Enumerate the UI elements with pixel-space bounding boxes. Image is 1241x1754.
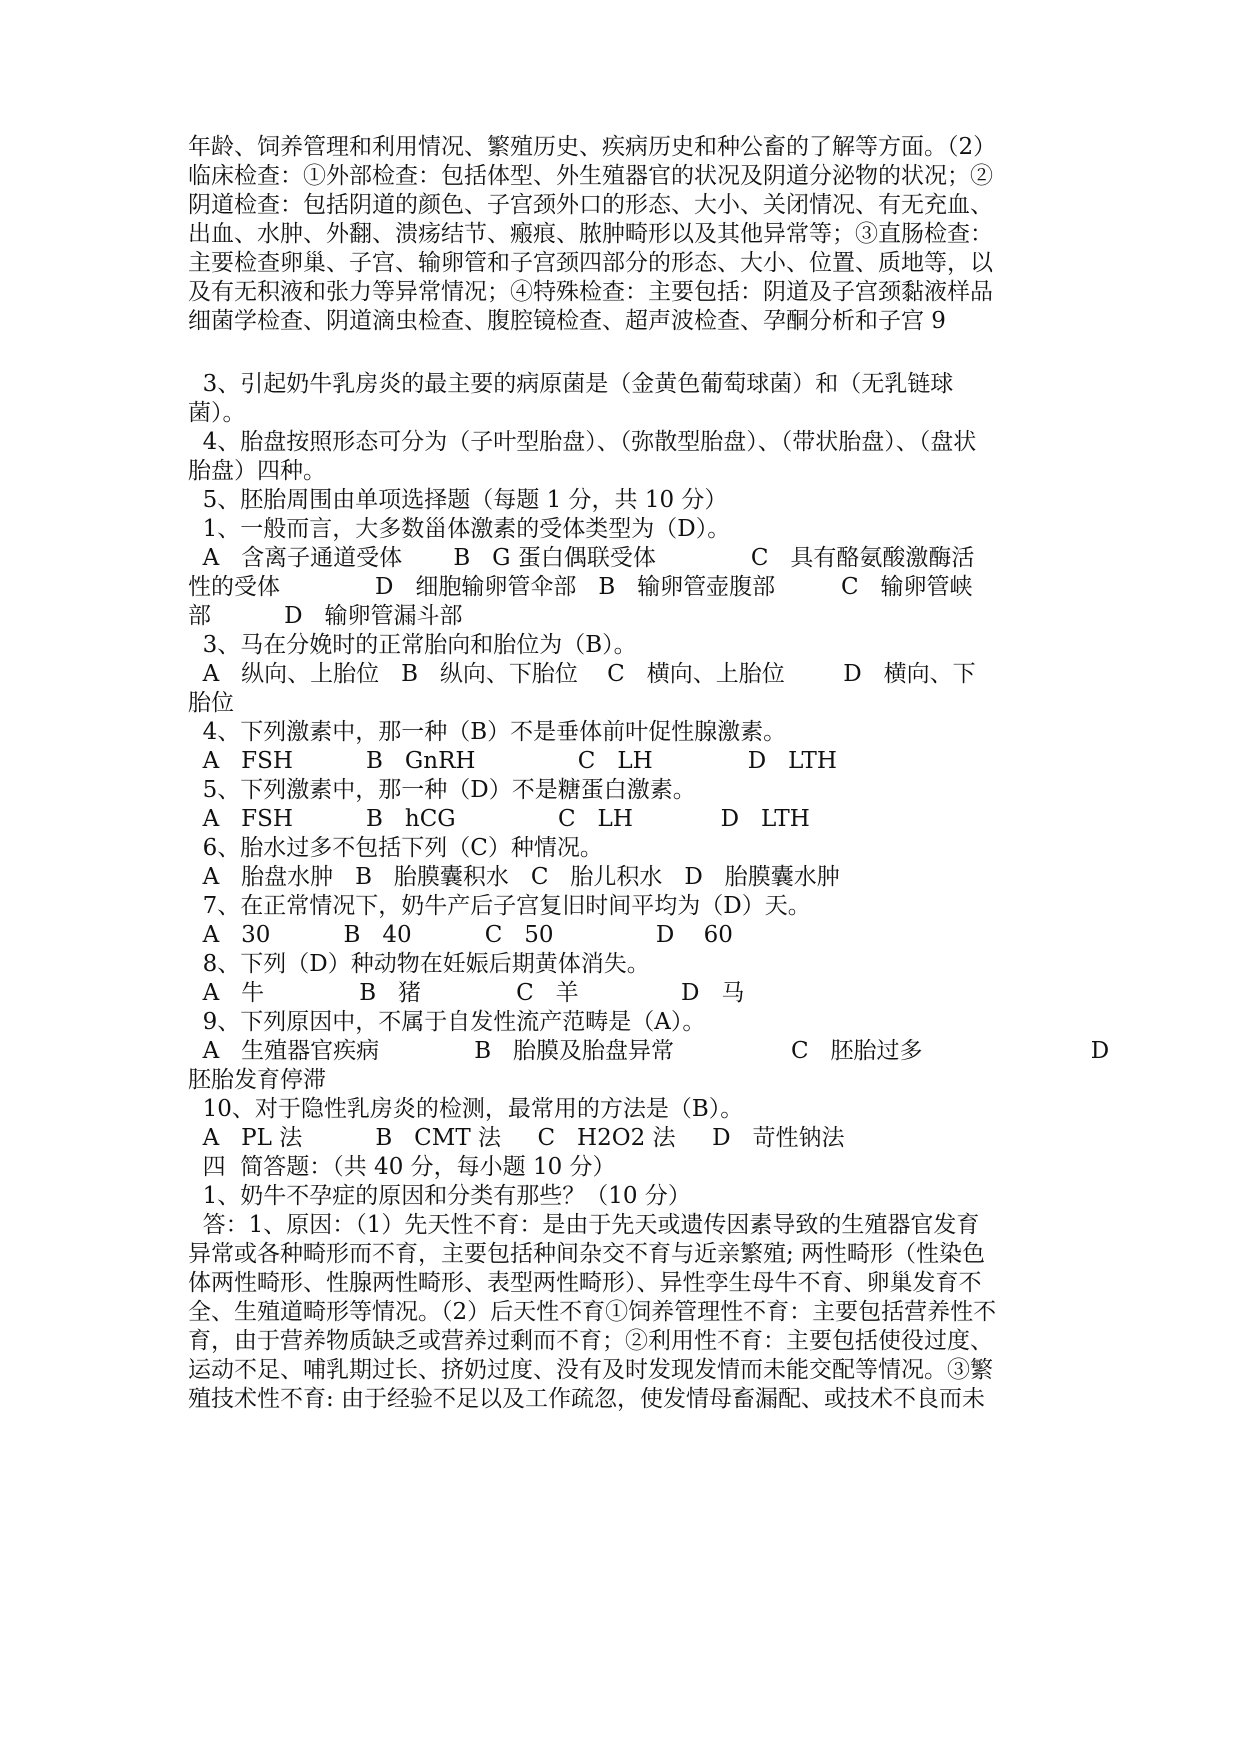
text-line: 8、下列（D）种动物在妊娠后期黄体消失。: [188, 951, 650, 977]
text-line: 临床检查：①外部检查：包括体型、外生殖器官的状况及阴道分泌物的状况；②: [188, 163, 993, 189]
text-line: 1、奶牛不孕症的原因和分类有那些？（10 分）: [188, 1183, 691, 1209]
text-line: A FSH B GnRH C LH D LTH: [188, 748, 837, 774]
text-line: A 纵向、上胎位 B 纵向、下胎位 C 横向、上胎位 D 横向、下: [188, 661, 976, 687]
text-line: A 胎盘水肿 B 胎膜囊积水 C 胎儿积水 D 胎膜囊水肿: [188, 864, 840, 890]
text-line: 胚胎发育停滞: [188, 1067, 326, 1093]
text-line: 6、胎水过多不包括下列（C）种情况。: [188, 835, 603, 861]
text-line: 异常或各种畸形而不育，主要包括种间杂交不育与近亲繁殖; 两性畸形（性染色: [188, 1241, 986, 1267]
text-line: A 含离子通道受体 B G 蛋白偶联受体 C 具有酪氨酸激酶活: [188, 545, 975, 571]
text-line: 3、马在分娩时的正常胎向和胎位为（B）。: [188, 632, 637, 658]
text-line: 5、胚胎周围由单项选择题（每题 1 分，共 10 分）: [188, 487, 728, 513]
text-line: 阴道检查：包括阴道的颜色、子宫颈外口的形态、大小、关闭情况、有无充血、: [188, 192, 993, 218]
text-line: 5、下列激素中，那一种（D）不是糖蛋白激素。: [188, 777, 696, 803]
text-line: 运动不足、哺乳期过长、挤奶过度、没有及时发现发情而未能交配等情况。③繁: [188, 1357, 993, 1383]
text-line: A 生殖器官疾病 B 胎膜及胎盘异常 C 胚胎过多 D: [188, 1038, 1110, 1064]
text-line: 细菌学检查、阴道滴虫检查、腹腔镜检查、超声波检查、孕酮分析和子宫 9: [188, 308, 946, 334]
text-line: 胎位: [188, 690, 234, 716]
text-line: 殖技术性不育: 由于经验不足以及工作疏忽，使发情母畜漏配、或技术不良而未: [188, 1386, 986, 1412]
text-line: 出血、水肿、外翻、溃疡结节、瘢痕、脓肿畸形以及其他异常等；③直肠检查：: [188, 221, 993, 247]
text-line: 全、生殖道畸形等情况。（2）后天性不育①饲养管理性不育：主要包括营养性不: [188, 1299, 997, 1325]
text-line: 4、下列激素中，那一种（B）不是垂体前叶促性腺激素。: [188, 719, 787, 745]
text-line: 9、下列原因中，不属于自发性流产范畴是（A）。: [188, 1009, 706, 1035]
text-line: 4、胎盘按照形态可分为（子叶型胎盘）、（弥散型胎盘）、（带状胎盘）、（盘状: [188, 429, 977, 455]
text-line: A PL 法 B CMT 法 C H2O2 法 D 苛性钠法: [188, 1125, 845, 1151]
text-line: A 牛 B 猪 C 羊 D 马: [188, 980, 745, 1006]
text-line: 菌）。: [188, 400, 246, 426]
text-line: 10、对于隐性乳房炎的检测，最常用的方法是（B）。: [188, 1096, 744, 1122]
text-line: 主要检查卵巢、子宫、输卵管和子宫颈四部分的形态、大小、位置、质地等，以: [188, 250, 993, 276]
text-line: 答：1、原因：（1）先天性不育：是由于先天或遗传因素导致的生殖器官发育: [188, 1212, 980, 1238]
text-line: 育，由于营养物质缺乏或营养过剩而不育；②利用性不育：主要包括使役过度、: [188, 1328, 993, 1354]
text-line: A 30 B 40 C 50 D 60: [188, 922, 733, 948]
text-line: 体两性畸形、性腺两性畸形、表型两性畸形）、异性孪生母牛不育、卵巢发育不: [188, 1270, 982, 1296]
text-line: 性的受体 D 细胞输卵管伞部 B 输卵管壶腹部 C 输卵管峡: [188, 574, 973, 600]
text-line: 年龄、饲养管理和利用情况、繁殖历史、疾病历史和种公畜的了解等方面。（2）: [188, 134, 997, 160]
text-line: 及有无积液和张力等异常情况；④特殊检查：主要包括：阴道及子宫颈黏液样品: [188, 279, 993, 305]
text-line: 部 D 输卵管漏斗部: [188, 603, 463, 629]
text-line: 四 简答题：（共 40 分，每小题 10 分）: [188, 1154, 616, 1180]
text-line: 3、引起奶牛乳房炎的最主要的病原菌是（金黄色葡萄球菌）和（无乳链球: [188, 371, 954, 397]
text-line: A FSH B hCG C LH D LTH: [188, 806, 810, 832]
text-line: 胎盘）四种。: [188, 458, 326, 484]
text-line: 7、在正常情况下，奶牛产后子宫复旧时间平均为（D）天。: [188, 893, 811, 919]
text-line: 1、一般而言，大多数甾体激素的受体类型为（D）。: [188, 516, 731, 542]
